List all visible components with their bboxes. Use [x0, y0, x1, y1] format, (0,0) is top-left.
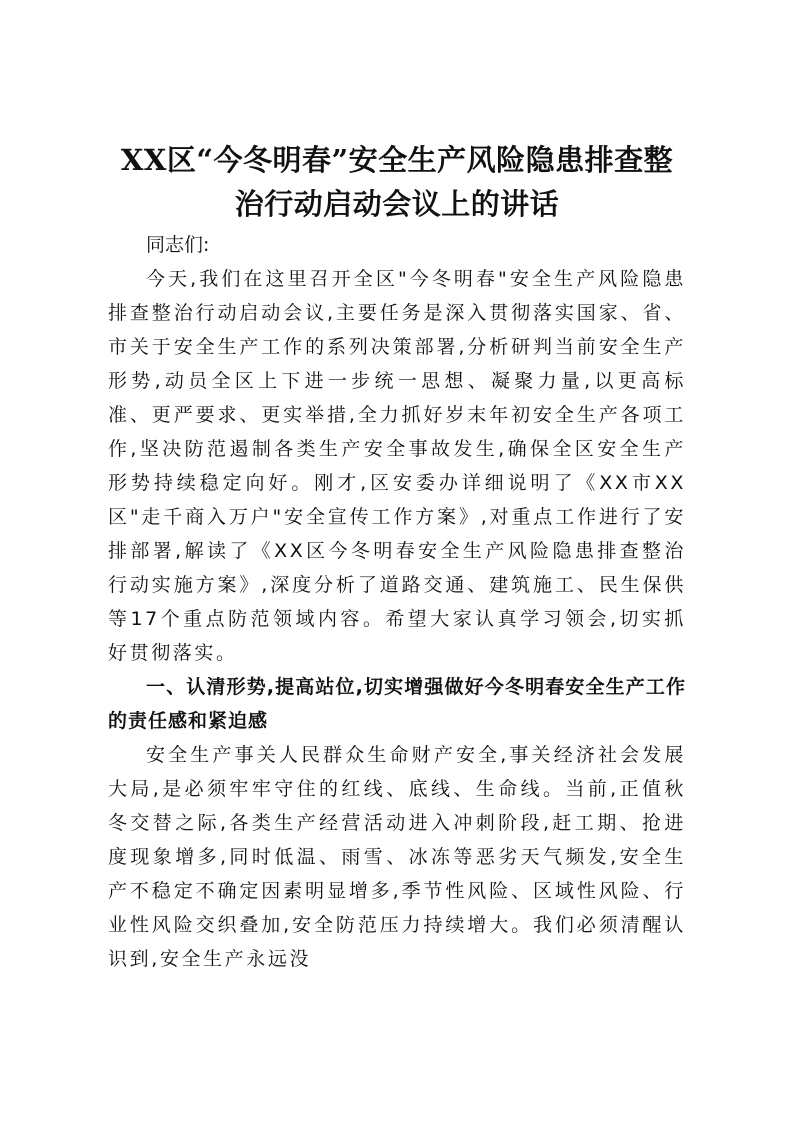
- document-title: [108, 138, 686, 226]
- paragraph-section-1: 安全生产事关人民群众生命财产安全,事关经济社会发展大局,是必须牢牢守住的红线、底线、生命线。当前,正值秋冬交替之际,各类生产经营活动进入冲刺阶段,赶工期、抢进度现象增多,同时低温、雨雪、冰冻等恶劣天气频发,安全生产不稳定不确定因素明显增多,季节性风险、区域性风险、行业性风险交织叠加,安全防范压力持续增大。我们必须清醒认识到,安全生产永远没: [108, 744, 686, 970]
- salutation: 同志们:: [146, 234, 210, 256]
- section-heading-1: 一、认清形势,提高站位,切实增强做好今冬明春安全生产工作的责任感和紧迫感: [108, 676, 686, 732]
- title-line-2: 治行动启动会议上的讲话: [234, 187, 560, 221]
- paragraph-opening: 今天,我们在这里召开全区"今冬明春"安全生产风险隐患排查整治行动启动会议,主要任务是深入贯彻落实国家、省、市关于安全生产工作的系列决策部署,分析研判当前安全生产形势,动员全区上下进一步统一思想、凝聚力量,以更高标准、更严要求、更实举措,全力抓好岁末年初安全生产各项工作,坚决防范遏制各类生产安全事故发生,确保全区安全生产形势持续稳定向好。刚才,区安委办详细说明了《XX市XX区"走千商入万户"安全宣传工作方案》,对重点工作进行了安排部署,解读了《XX区今冬明春安全生产风险隐患排查整治行动实施方案》,深度分析了道路交通、建筑施工、民生保供等17个重点防范领域内容。希望大家认真学习领会,切实抓好贯彻落实。: [108, 268, 686, 664]
- title-line-1: XX区“今冬明春”安全生产风险隐患排查整: [120, 143, 674, 177]
- document-page: [108, 138, 686, 976]
